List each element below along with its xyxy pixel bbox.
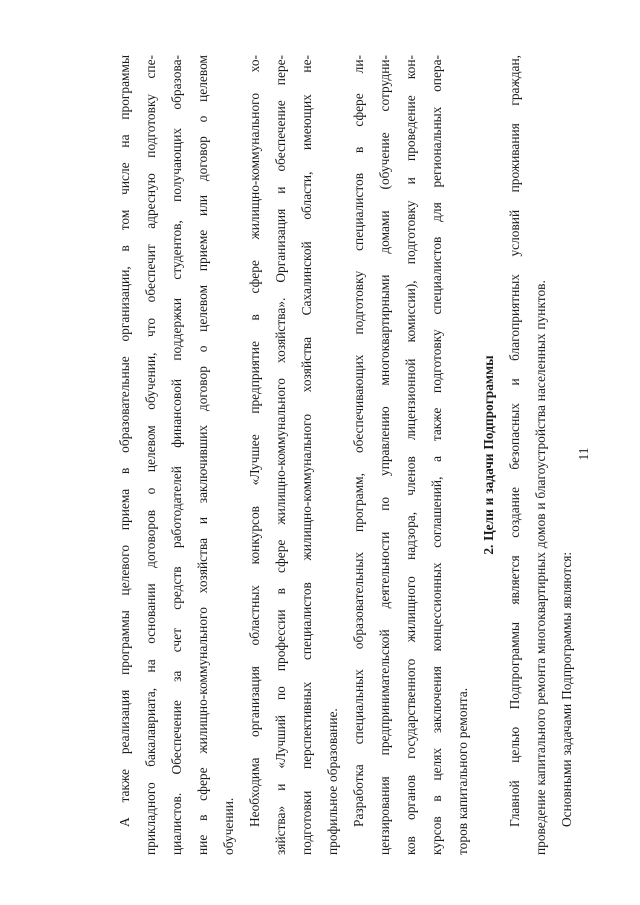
paragraph-1-line-4: ние в сфере жилищно-коммунального хозяйства и заключивших договор о целевом приеме или договор о целевом [195, 55, 210, 855]
paragraph-3-line-4: курсов в целях заключения концессионных соглашений, а также подготовку специалистов для региональных опера- [429, 55, 444, 855]
paragraph-3-line-1: Разработка специальных образовательных программ, обеспечивающих подготовку специалистов в сфере ли- [351, 55, 366, 827]
paragraph-2-line-1: Необходима организация областных конкурсов «Лучшее предприятие в сфере жилищно-коммунального хо- [247, 55, 262, 827]
paragraph-1-line-1: А также реализация программы целевого приема в образовательные организации, в том числе на программы [117, 55, 132, 827]
rotated-text-block [116, 55, 574, 855]
paragraph-3-line-2: цензирования предпринимательской деятельности по управлению многоквартирными домами (обучение сотрудни- [377, 55, 392, 855]
paragraph-4-line-2: проведение капитального ремонта многоквартирных домов и благоустройства населенных пунктов. [533, 280, 548, 855]
paragraph-2-line-4: профильное образование. [325, 708, 340, 855]
paragraph-1-line-3: циалистов. Обеспечение за счет средств работодателей финансовой поддержки студентов, получающих образова- [169, 55, 184, 855]
paragraph-1-line-5: обучении. [221, 797, 236, 855]
page-number: 11 [576, 447, 591, 461]
paragraph-3-line-3: ков органов государственного жилищного надзора, членов лицензионной комиссии), подготовку и проведение кон- [403, 55, 418, 855]
paragraph-2-line-3: подготовки перспективных специалистов жилищно-коммунального хозяйства Сахалинской области, имеющих не- [299, 55, 314, 855]
paragraph-1-line-2: прикладного бакалавриата, на основании договоров о целевом обучении, что обеспечит адресную подготовку спе- [143, 55, 158, 855]
paragraph-3-line-5: торов капитального ремонта. [455, 687, 470, 855]
section-heading: 2. Цели и задачи Подпрограммы [481, 355, 496, 555]
paragraph-2-line-2: зяйства» и «Лучший по профессии в сфере жилищно-коммунального хозяйства». Организация и обеспечение пере- [273, 55, 288, 855]
paragraph-5-line-1: Основными задачами Подпрограммы являются: [559, 551, 574, 827]
paragraph-4-line-1: Главной целью Подпрограммы является создание безопасных и благоприятных условий проживания граждан, [507, 55, 522, 827]
